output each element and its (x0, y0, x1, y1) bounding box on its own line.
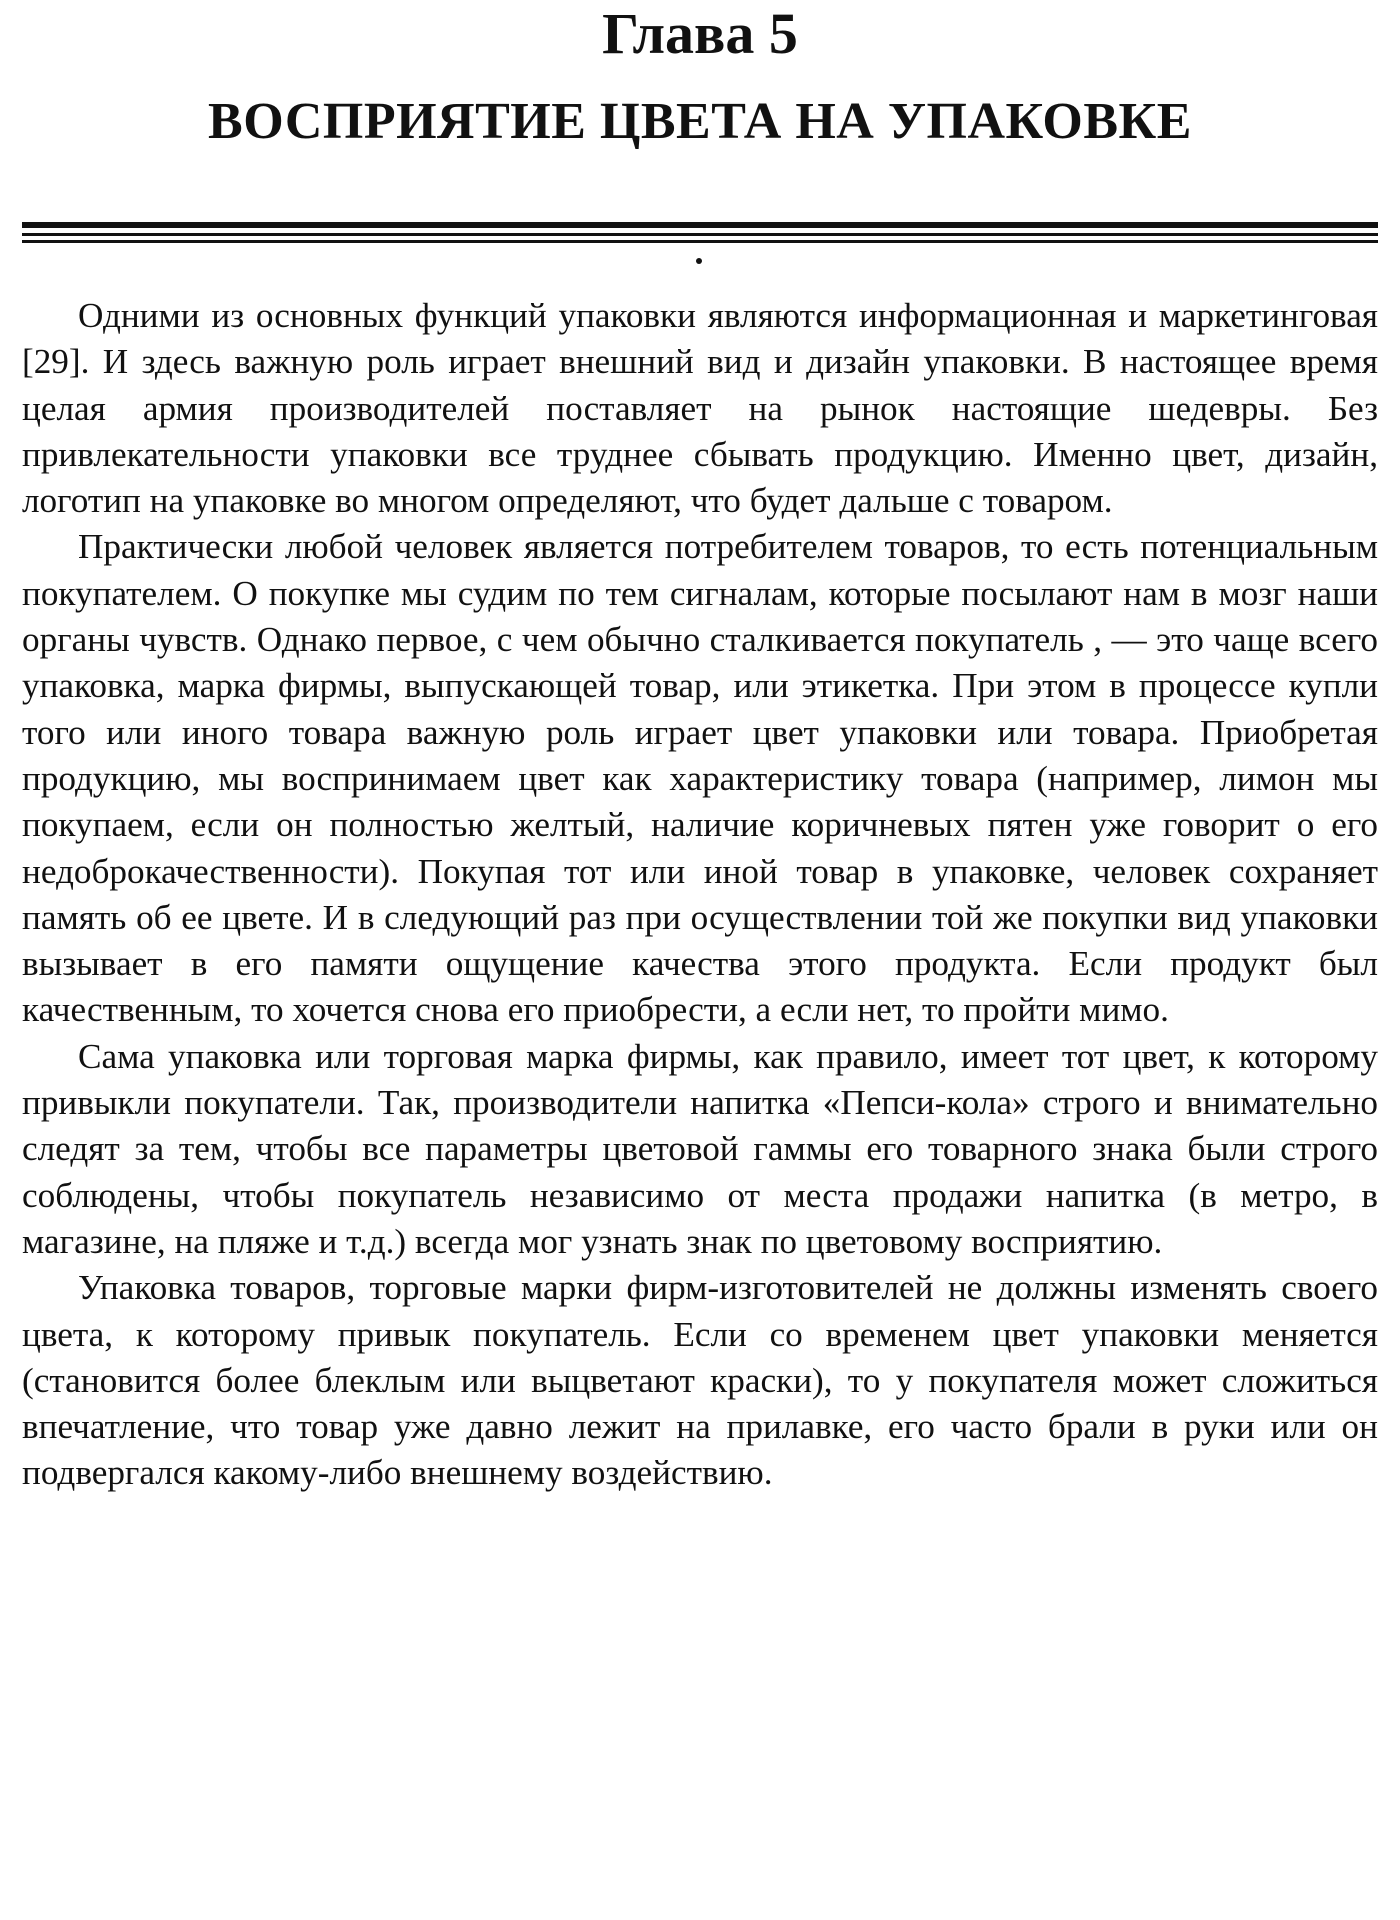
paragraph: Упаковка товаров, торговые марки фирм-изготовителей не должны изменять своего цвета, к которому привык покупатель. Если со временем цвет упаковки меняется (становится более блеклым или выцветают краски), то у покупателя может сложиться впечатление, что товар уже давно лежит на прилавке, его часто брали в руки или он подвергался какому-либо внешнему воздействию. (22, 1268, 1378, 1493)
divider-thick-line (22, 222, 1378, 228)
divider-thin-line (22, 240, 1378, 243)
chapter-body (22, 293, 1378, 1497)
paragraph: Сама упаковка или торговая марка фирмы, как правило, имеет тот цвет, к которому привыкли покупатели. Так, производители напитка «Пепси-кола» строго и внимательно следят за тем, чтобы все параметры цветовой гаммы его товарного знака были строго соблюдены, чтобы покупатель независимо от места продажи напитка (в метро, в магазине, на пляже и т.д.) всегда мог узнать знак по цветовому восприятию. (22, 1036, 1378, 1261)
divider-thin-line (22, 233, 1378, 236)
chapter-divider (22, 222, 1378, 243)
ink-dot-mark (696, 258, 702, 264)
paragraph: Одними из основных функций упаковки являются информационная и маркетинговая [29]. И здесь важную роль играет внешний вид и дизайн упаковки. В настоящее время целая армия производителей поставляет на рынок настоящие шедевры. Без привлекательности упаковки все труднее сбывать продукцию. Именно цвет, дизайн, логотип на упаковке во многом определяют, что будет дальше с товаром. (22, 296, 1378, 521)
paragraph: Практически любой человек является потребителем товаров, то есть потенциальным покупателем. О покупке мы судим по тем сигналам, которые посылают нам в мозг наши органы чувств. Однако первое, с чем обычно сталкивается покупатель , — это чаще всего упаковка, марка фирмы, выпускающей товар, или этикетка. При этом в процессе купли того или иного товара важную роль играет цвет упаковки или товара. Приобретая продукцию, мы воспринимаем цвет как характеристику товара (например, лимон мы покупаем, если он полностью желтый, наличие коричневых пятен уже говорит о его недоброкачественности). Покупая тот или иной товар в упаковке, человек сохраняет память об ее цвете. И в следующий раз при осуществлении той же покупки вид упаковки вызывает в его памяти ощущение качества этого продукта. Если продукт был качественным, то хочется снова его приобрести, а если нет, то пройти мимо. (22, 527, 1378, 1030)
chapter-title: ВОСПРИЯТИЕ ЦВЕТА НА УПАКОВКЕ (208, 93, 1192, 150)
chapter-number: Глава 5 (602, 1, 798, 66)
